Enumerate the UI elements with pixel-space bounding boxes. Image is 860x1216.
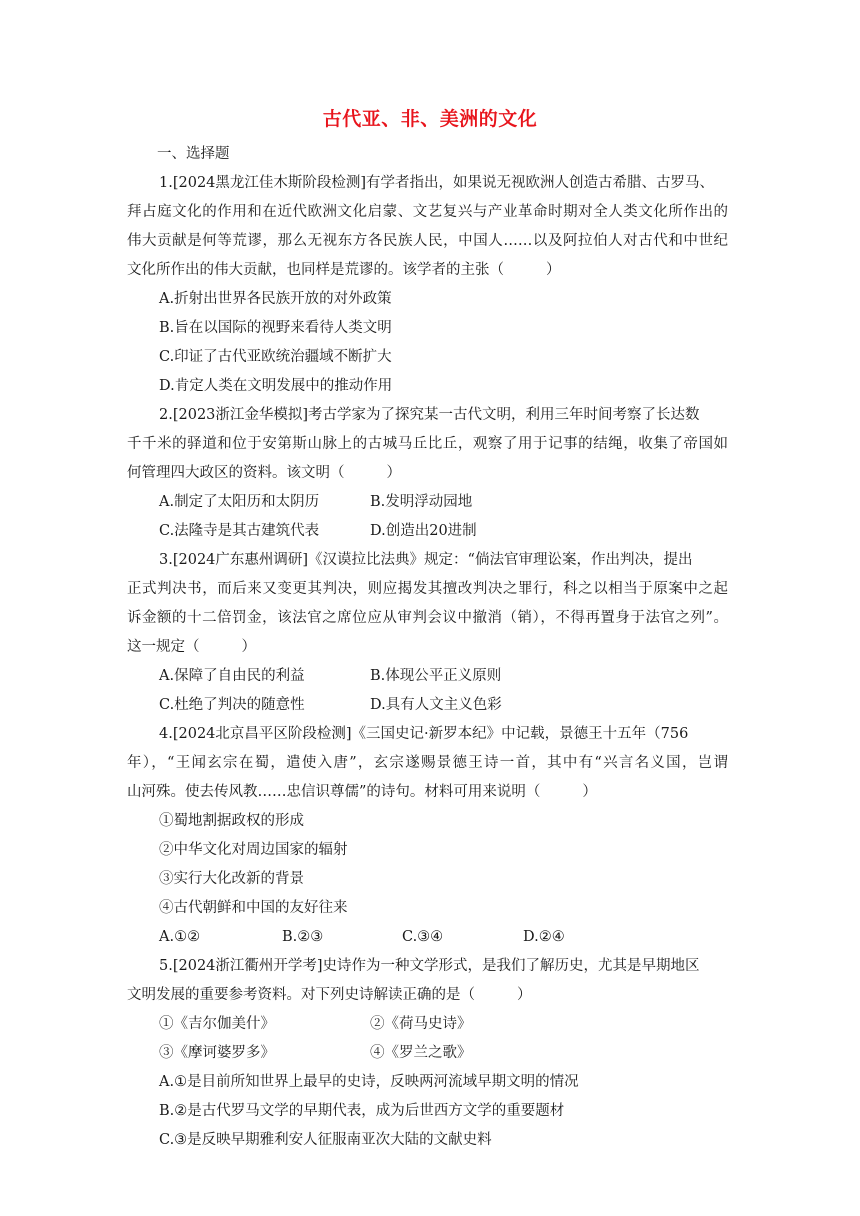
question-text-line: 这一规定（ ） xyxy=(127,639,256,655)
statement-item: ④古代朝鲜和中国的友好往来 xyxy=(159,900,348,916)
page-title: 古代亚、非、美洲的文化 xyxy=(322,108,538,130)
question-text-line: 何管理四大政区的资料。该文明（ ） xyxy=(127,465,401,481)
option: B.②是古代罗马文学的早期代表，成为后世西方文学的重要题材 xyxy=(159,1103,565,1119)
option: C.杜绝了判决的随意性 xyxy=(159,697,305,713)
option: B.②③ xyxy=(282,929,324,945)
option: D.创造出20进制 xyxy=(370,523,477,539)
question-text-line: 年），“王闻玄宗在蜀，遣使入唐”，玄宗遂赐景德王诗一首，其中有“兴言名义国，岂谓 xyxy=(127,755,728,771)
option: B.旨在以国际的视野来看待人类文明 xyxy=(159,320,392,336)
question-text-line: 2.[2023浙江金华模拟]考古学家为了探究某一古代文明，利用三年时间考察了长达数 xyxy=(159,407,700,423)
question-text-line: 5.[2024浙江衢州开学考]史诗作为一种文学形式，是我们了解历史，尤其是早期地区 xyxy=(159,958,700,974)
option: C.③是反映早期雅利安人征服南亚次大陆的文献史料 xyxy=(159,1132,492,1148)
option: A.折射出世界各民族开放的对外政策 xyxy=(159,291,392,307)
option: B.发明浮动园地 xyxy=(370,494,473,510)
question-text-line: 诉金额的十二倍罚金，该法官之席位应从审判会议中撤消（销），不得再置身于法官之列”。 xyxy=(127,610,728,626)
option: A.①是目前所知世界上最早的史诗，反映两河流域早期文明的情况 xyxy=(159,1074,579,1090)
option: B.体现公平正义原则 xyxy=(370,668,502,684)
option: D.具有人文主义色彩 xyxy=(370,697,502,713)
statement-item: ②中华文化对周边国家的辐射 xyxy=(159,842,348,858)
option: C.法隆寺是其古建筑代表 xyxy=(159,523,320,539)
statement-item: ①蜀地割据政权的形成 xyxy=(159,813,304,829)
option: C.印证了古代亚欧统治疆域不断扩大 xyxy=(159,349,392,365)
option: D.肯定人类在文明发展中的推动作用 xyxy=(159,378,393,394)
statement-item: ①《吉尔伽美什》 xyxy=(159,1016,275,1032)
question-text-line: 4.[2024北京昌平区阶段检测]《三国史记·新罗本纪》中记载，景德王十五年（756 xyxy=(159,726,689,742)
statement-item: ③实行大化改新的背景 xyxy=(159,871,304,887)
question-text-line: 1.[2024黑龙江佳木斯阶段检测]有学者指出，如果说无视欧洲人创造古希腊、古罗马、 xyxy=(159,175,715,191)
statement-item: ③《摩诃婆罗多》 xyxy=(159,1045,275,1061)
question-text-line: 正式判决书，而后来又变更其判决，则应揭发其擅改判决之罪行，科之以相当于原案中之起 xyxy=(127,581,728,597)
option: D.②④ xyxy=(523,929,565,945)
option: A.制定了太阳历和太阴历 xyxy=(159,494,320,510)
option: A.①② xyxy=(159,929,201,945)
question-text-line: 3.[2024广东惠州调研]《汉谟拉比法典》规定：“倘法官审理讼案，作出判决，提出 xyxy=(159,552,693,568)
question-text-line: 伟大贡献是何等荒谬，那么无视东方各民族人民，中国人……以及阿拉伯人对古代和中世纪 xyxy=(127,233,728,249)
statement-item: ②《荷马史诗》 xyxy=(370,1016,472,1032)
option: A.保障了自由民的利益 xyxy=(159,668,305,684)
question-text-line: 山河殊。使去传风教……忠信识尊儒”的诗句。材料可用来说明（ ） xyxy=(127,784,597,800)
option: C.③④ xyxy=(402,929,444,945)
section-heading: 一、选择题 xyxy=(157,146,230,162)
question-text-line: 千千米的驿道和位于安第斯山脉上的古城马丘比丘，观察了用于记事的结绳，收集了帝国如 xyxy=(127,436,728,452)
question-text-line: 文化所作出的伟大贡献，也同样是荒谬的。该学者的主张（ ） xyxy=(127,262,561,278)
question-text-line: 文明发展的重要参考资料。对下列史诗解读正确的是（ ） xyxy=(127,987,532,1003)
question-text-line: 拜占庭文化的作用和在近代欧洲文化启蒙、文艺复兴与产业革命时期对全人类文化所作出的 xyxy=(127,204,728,220)
statement-item: ④《罗兰之歌》 xyxy=(370,1045,472,1061)
